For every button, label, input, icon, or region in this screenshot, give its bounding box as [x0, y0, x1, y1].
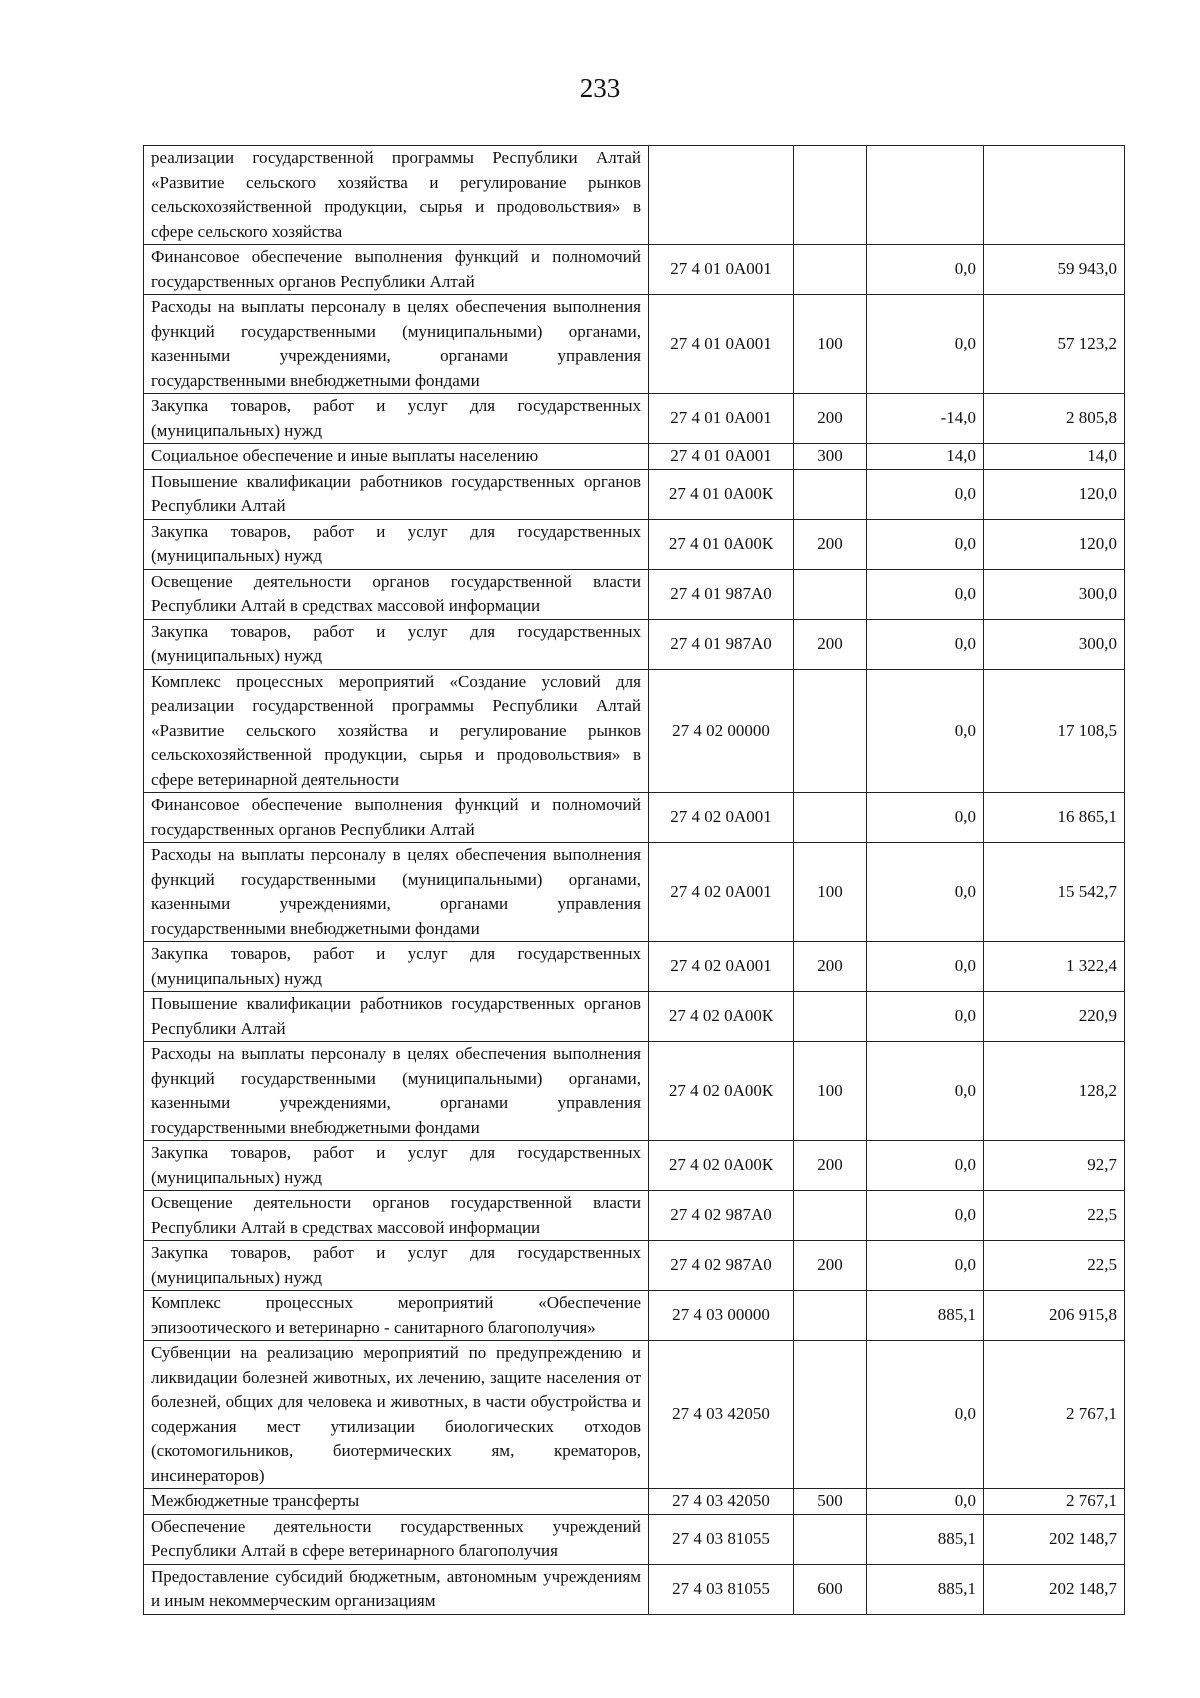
table-row — [144, 1241, 1125, 1291]
row-expense-type: 100 — [794, 843, 867, 942]
table-row — [144, 1341, 1125, 1489]
row-code: 27 4 01 987А0 — [649, 619, 794, 669]
table-row — [144, 569, 1125, 619]
row-name: Повышение квалификации работников государственных органов Республики Алтай — [144, 992, 649, 1042]
row-change: -14,0 — [867, 394, 984, 444]
table-row — [144, 444, 1125, 470]
row-total: 300,0 — [984, 619, 1125, 669]
row-change — [867, 146, 984, 245]
row-code: 27 4 02 0А00К — [649, 992, 794, 1042]
row-change: 0,0 — [867, 793, 984, 843]
row-total: 14,0 — [984, 444, 1125, 470]
row-code: 27 4 03 42050 — [649, 1489, 794, 1515]
row-change: 0,0 — [867, 1191, 984, 1241]
row-total: 120,0 — [984, 519, 1125, 569]
row-change: 0,0 — [867, 1141, 984, 1191]
row-code: 27 4 01 0А001 — [649, 394, 794, 444]
table-row — [144, 146, 1125, 245]
table-row — [144, 245, 1125, 295]
row-name: Расходы на выплаты персоналу в целях обеспечения выполнения функций государственными (муниципальными) органами, казенными учреждениями, органами управления государственными внебюджетными фондами — [144, 843, 649, 942]
row-total: 22,5 — [984, 1241, 1125, 1291]
table-row — [144, 1042, 1125, 1141]
row-change: 14,0 — [867, 444, 984, 470]
row-total: 22,5 — [984, 1191, 1125, 1241]
row-expense-type — [794, 1291, 867, 1341]
budget-table — [143, 145, 1125, 1615]
row-expense-type: 100 — [794, 1042, 867, 1141]
table-row — [144, 519, 1125, 569]
table-row — [144, 942, 1125, 992]
table-row — [144, 394, 1125, 444]
row-expense-type: 500 — [794, 1489, 867, 1515]
row-expense-type — [794, 793, 867, 843]
row-expense-type: 300 — [794, 444, 867, 470]
row-code: 27 4 03 81055 — [649, 1564, 794, 1614]
table-row — [144, 1191, 1125, 1241]
row-change: 0,0 — [867, 1241, 984, 1291]
row-change: 0,0 — [867, 992, 984, 1042]
row-total — [984, 146, 1125, 245]
row-change: 0,0 — [867, 295, 984, 394]
row-change: 885,1 — [867, 1291, 984, 1341]
table-row — [144, 1291, 1125, 1341]
table-row — [144, 843, 1125, 942]
row-name: Расходы на выплаты персоналу в целях обеспечения выполнения функций государственными (муниципальными) органами, казенными учреждениями, органами управления государственными внебюджетными фондами — [144, 1042, 649, 1141]
row-total: 220,9 — [984, 992, 1125, 1042]
table-row — [144, 469, 1125, 519]
row-change: 885,1 — [867, 1564, 984, 1614]
row-expense-type — [794, 992, 867, 1042]
row-change: 0,0 — [867, 1489, 984, 1515]
row-name: Закупка товаров, работ и услуг для государственных (муниципальных) нужд — [144, 519, 649, 569]
row-expense-type — [794, 469, 867, 519]
row-change: 0,0 — [867, 469, 984, 519]
row-change: 0,0 — [867, 1341, 984, 1489]
row-change: 0,0 — [867, 669, 984, 793]
row-expense-type — [794, 1191, 867, 1241]
row-code: 27 4 02 0А001 — [649, 793, 794, 843]
row-code: 27 4 02 0А00К — [649, 1042, 794, 1141]
row-name: Предоставление субсидий бюджетным, автономным учреждениям и иным некоммерческим организациям — [144, 1564, 649, 1614]
row-expense-type: 100 — [794, 295, 867, 394]
row-expense-type — [794, 245, 867, 295]
row-name: Закупка товаров, работ и услуг для государственных (муниципальных) нужд — [144, 394, 649, 444]
row-code: 27 4 02 0А001 — [649, 843, 794, 942]
row-total: 1 322,4 — [984, 942, 1125, 992]
row-total: 15 542,7 — [984, 843, 1125, 942]
row-change: 0,0 — [867, 519, 984, 569]
row-code: 27 4 02 0А00К — [649, 1141, 794, 1191]
row-total: 2 767,1 — [984, 1489, 1125, 1515]
table-row — [144, 619, 1125, 669]
row-change: 0,0 — [867, 619, 984, 669]
row-code: 27 4 02 0А001 — [649, 942, 794, 992]
row-name: Финансовое обеспечение выполнения функций и полномочий государственных органов Республики Алтай — [144, 793, 649, 843]
row-change: 0,0 — [867, 843, 984, 942]
row-expense-type — [794, 1341, 867, 1489]
table-row — [144, 992, 1125, 1042]
row-code: 27 4 01 987А0 — [649, 569, 794, 619]
row-name: Финансовое обеспечение выполнения функций и полномочий государственных органов Республики Алтай — [144, 245, 649, 295]
row-total: 2 805,8 — [984, 394, 1125, 444]
row-total: 17 108,5 — [984, 669, 1125, 793]
row-expense-type: 200 — [794, 619, 867, 669]
row-name: Расходы на выплаты персоналу в целях обеспечения выполнения функций государственными (муниципальными) органами, казенными учреждениями, органами управления государственными внебюджетными фондами — [144, 295, 649, 394]
row-total: 16 865,1 — [984, 793, 1125, 843]
row-expense-type — [794, 146, 867, 245]
table-row — [144, 669, 1125, 793]
row-name: Повышение квалификации работников государственных органов Республики Алтай — [144, 469, 649, 519]
row-expense-type: 200 — [794, 1241, 867, 1291]
row-code: 27 4 02 00000 — [649, 669, 794, 793]
row-name: Освещение деятельности органов государственной власти Республики Алтай в средствах массовой информации — [144, 569, 649, 619]
row-name: Закупка товаров, работ и услуг для государственных (муниципальных) нужд — [144, 942, 649, 992]
table-row — [144, 295, 1125, 394]
row-change: 0,0 — [867, 569, 984, 619]
row-code: 27 4 01 0А001 — [649, 245, 794, 295]
row-total: 128,2 — [984, 1042, 1125, 1141]
row-expense-type: 600 — [794, 1564, 867, 1614]
row-total: 2 767,1 — [984, 1341, 1125, 1489]
row-expense-type: 200 — [794, 519, 867, 569]
row-code: 27 4 02 987А0 — [649, 1241, 794, 1291]
row-code: 27 4 01 0А00К — [649, 469, 794, 519]
row-change: 0,0 — [867, 1042, 984, 1141]
row-total: 120,0 — [984, 469, 1125, 519]
table-row — [144, 1141, 1125, 1191]
row-name: Комплекс процессных мероприятий «Обеспечение эпизоотического и ветеринарно - санитарного благополучия» — [144, 1291, 649, 1341]
row-code: 27 4 01 0А001 — [649, 295, 794, 394]
row-change: 0,0 — [867, 942, 984, 992]
table-row — [144, 793, 1125, 843]
row-expense-type: 200 — [794, 942, 867, 992]
row-total: 300,0 — [984, 569, 1125, 619]
row-total: 202 148,7 — [984, 1564, 1125, 1614]
row-change: 885,1 — [867, 1514, 984, 1564]
row-name: Освещение деятельности органов государственной власти Республики Алтай в средствах массовой информации — [144, 1191, 649, 1241]
row-expense-type — [794, 1514, 867, 1564]
table-row — [144, 1514, 1125, 1564]
row-total: 57 123,2 — [984, 295, 1125, 394]
row-name: Комплекс процессных мероприятий «Создание условий для реализации государственной программы Республики Алтай «Развитие сельского хозяйства и регулирование рынков сельскохозяйственной продукции, сырья и продовольствия» в сфере ветеринарной деятельности — [144, 669, 649, 793]
row-name: Социальное обеспечение и иные выплаты населению — [144, 444, 649, 470]
row-name: реализации государственной программы Республики Алтай «Развитие сельского хозяйства и регулирование рынков сельскохозяйственной продукции, сырья и продовольствия» в сфере сельского хозяйства — [144, 146, 649, 245]
row-name: Субвенции на реализацию мероприятий по предупреждению и ликвидации болезней животных, их лечению, защите населения от болезней, общих для человека и животных, в части обустройства и содержания мест утилизации биологических отходов (скотомогильников, биотермических ям, крематоров, инсинераторов) — [144, 1341, 649, 1489]
row-total: 59 943,0 — [984, 245, 1125, 295]
row-code: 27 4 02 987А0 — [649, 1191, 794, 1241]
row-expense-type — [794, 569, 867, 619]
row-code: 27 4 01 0А001 — [649, 444, 794, 470]
row-expense-type — [794, 669, 867, 793]
table-row — [144, 1564, 1125, 1614]
row-total: 206 915,8 — [984, 1291, 1125, 1341]
row-name: Закупка товаров, работ и услуг для государственных (муниципальных) нужд — [144, 619, 649, 669]
row-name: Обеспечение деятельности государственных учреждений Республики Алтай в сфере ветеринарного благополучия — [144, 1514, 649, 1564]
row-name: Межбюджетные трансферты — [144, 1489, 649, 1515]
row-total: 92,7 — [984, 1141, 1125, 1191]
row-total: 202 148,7 — [984, 1514, 1125, 1564]
row-expense-type: 200 — [794, 1141, 867, 1191]
row-change: 0,0 — [867, 245, 984, 295]
page-number: 233 — [579, 73, 621, 103]
row-code: 27 4 03 81055 — [649, 1514, 794, 1564]
row-code: 27 4 03 00000 — [649, 1291, 794, 1341]
row-code — [649, 146, 794, 245]
table-row — [144, 1489, 1125, 1515]
row-name: Закупка товаров, работ и услуг для государственных (муниципальных) нужд — [144, 1241, 649, 1291]
row-code: 27 4 01 0А00К — [649, 519, 794, 569]
row-code: 27 4 03 42050 — [649, 1341, 794, 1489]
row-expense-type: 200 — [794, 394, 867, 444]
row-name: Закупка товаров, работ и услуг для государственных (муниципальных) нужд — [144, 1141, 649, 1191]
